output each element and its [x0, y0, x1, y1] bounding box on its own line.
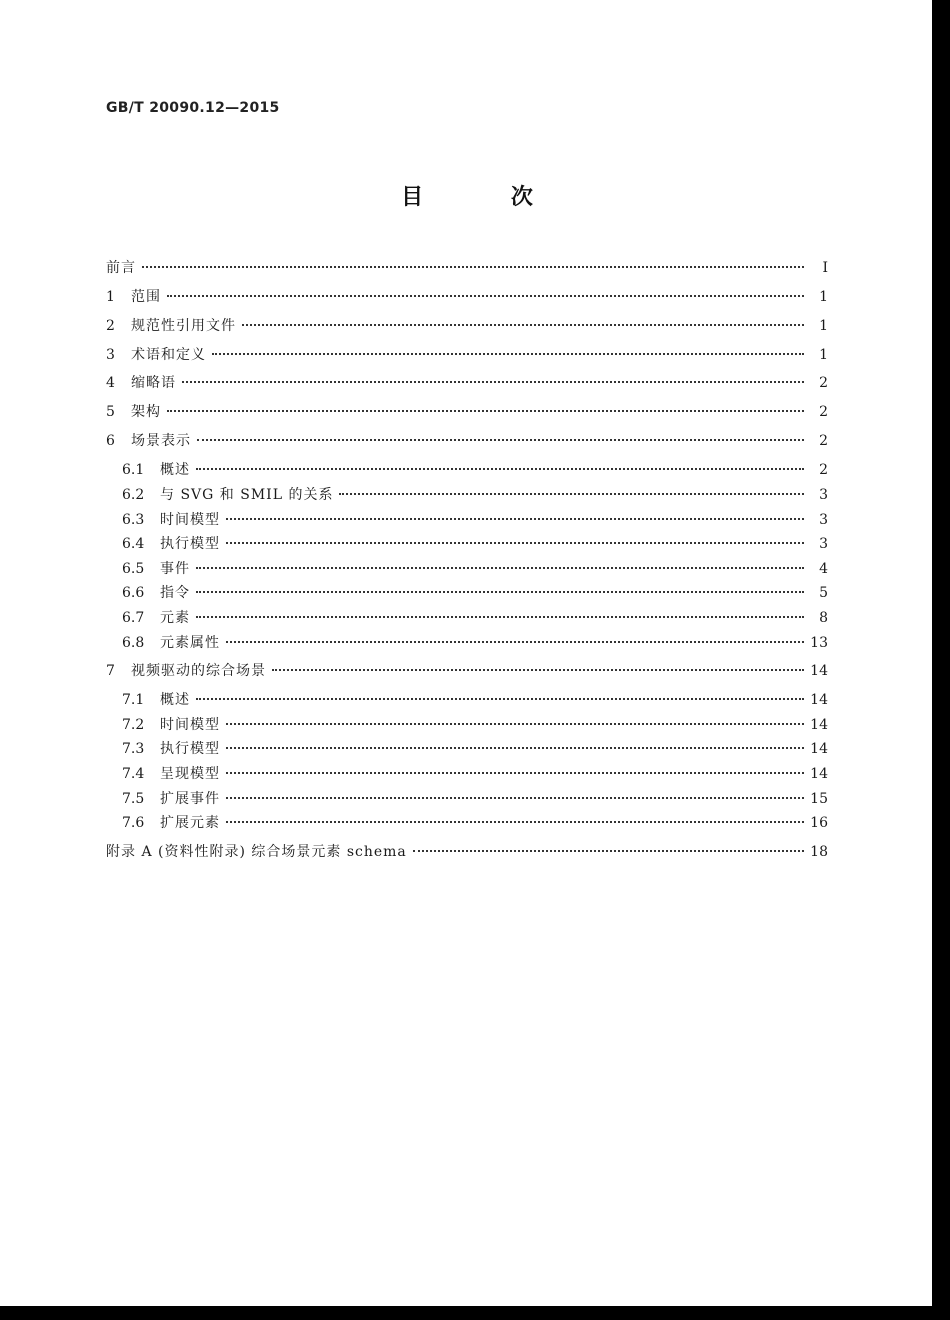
- dot-leader: [196, 467, 804, 470]
- dot-leader: [226, 820, 804, 823]
- toc-entry-page: 13: [810, 635, 828, 651]
- dot-leader: [197, 438, 804, 441]
- toc-entry-abbreviations[interactable]: [106, 374, 828, 392]
- toc-entry-page: 1: [819, 289, 828, 305]
- toc-entry-terms[interactable]: [106, 346, 828, 364]
- toc-entry-label: 概述: [160, 692, 190, 708]
- toc-entry-label: 时间模型: [160, 512, 220, 528]
- toc-entry-label: 扩展事件: [160, 791, 220, 807]
- toc-entry-6-6[interactable]: [122, 584, 828, 602]
- toc-entry-annex-a[interactable]: [106, 843, 828, 861]
- toc-entry-label: 术语和定义: [131, 347, 206, 363]
- toc-entry-6-3[interactable]: [122, 511, 828, 529]
- toc-entry-7-4[interactable]: [122, 765, 828, 783]
- toc-entry-label: 规范性引用文件: [131, 318, 236, 334]
- toc-entry-label: 场景表示: [131, 433, 191, 449]
- toc-entry-number: 6.3: [122, 512, 145, 528]
- toc-entry-foreword[interactable]: [106, 259, 828, 277]
- toc-entry-page: 16: [810, 815, 828, 831]
- dot-leader: [196, 697, 804, 700]
- toc-entry-number: 6.7: [122, 610, 145, 626]
- toc-entry-7-1[interactable]: [122, 691, 828, 709]
- dot-leader: [167, 409, 804, 412]
- toc-entry-7-3[interactable]: [122, 740, 828, 758]
- toc-entry-page: 15: [810, 791, 828, 807]
- toc-entry-7-6[interactable]: [122, 814, 828, 832]
- toc-entry-number: 7: [106, 663, 115, 679]
- toc-entry-number: 7.2: [122, 717, 145, 733]
- toc-entry-page: 3: [819, 512, 828, 528]
- toc-entry-number: 7.6: [122, 815, 145, 831]
- toc-entry-number: 6.4: [122, 536, 145, 552]
- dot-leader: [226, 746, 804, 749]
- toc-entry-number: 7.3: [122, 741, 145, 757]
- toc-entry-7-2[interactable]: [122, 716, 828, 734]
- toc-entry-number: 6.1: [122, 462, 145, 478]
- toc-entry-6-2[interactable]: [122, 486, 828, 504]
- page-title: 目 次: [401, 185, 573, 210]
- dot-leader: [196, 566, 804, 569]
- toc-entry-page: 1: [819, 318, 828, 334]
- toc-entry-number: 4: [106, 375, 115, 391]
- toc-entry-6-8[interactable]: [122, 634, 828, 652]
- dot-leader: [226, 796, 804, 799]
- toc-entry-number: 6.8: [122, 635, 145, 651]
- toc-entry-page: 4: [819, 561, 828, 577]
- toc-entry-number: 1: [106, 289, 115, 305]
- document-code: GB/T 20090.12—2015: [106, 100, 280, 116]
- toc-entry-page: 3: [819, 536, 828, 552]
- dot-leader: [212, 352, 804, 355]
- dot-leader: [196, 590, 804, 593]
- toc-entry-label: 元素属性: [160, 635, 220, 651]
- toc-entry-page: 2: [819, 462, 828, 478]
- toc-entry-page: 2: [819, 375, 828, 391]
- toc-entry-page: 14: [810, 717, 828, 733]
- toc-entry-page: 3: [819, 487, 828, 503]
- dot-leader: [196, 615, 804, 618]
- toc-entry-scope[interactable]: [106, 288, 828, 306]
- toc-entry-number: 7.5: [122, 791, 145, 807]
- toc-entry-page: 14: [810, 741, 828, 757]
- toc-entry-label: 元素: [160, 610, 190, 626]
- toc-entry-label: 事件: [160, 561, 190, 577]
- toc-entry-page: 18: [810, 844, 828, 860]
- toc-entry-label: 执行模型: [160, 741, 220, 757]
- toc-entry-video-driven-scene[interactable]: [106, 662, 828, 680]
- toc-entry-6-1[interactable]: [122, 461, 828, 479]
- dot-leader: [226, 722, 804, 725]
- dot-leader: [339, 492, 804, 495]
- toc-entry-label: 附录 A (资料性附录) 综合场景元素 schema: [106, 844, 407, 860]
- toc-entry-number: 7.1: [122, 692, 145, 708]
- toc-entry-6-4[interactable]: [122, 535, 828, 553]
- toc-entry-6-7[interactable]: [122, 609, 828, 627]
- toc-entry-number: 6.2: [122, 487, 145, 503]
- toc-entry-page: 5: [819, 585, 828, 601]
- toc-entry-label: 架构: [131, 404, 161, 420]
- toc-entry-label: 概述: [160, 462, 190, 478]
- toc-entry-number: 6: [106, 433, 115, 449]
- toc-entry-label: 执行模型: [160, 536, 220, 552]
- toc-entry-number: 6.5: [122, 561, 145, 577]
- toc-entry-6-5[interactable]: [122, 560, 828, 578]
- toc-entry-number: 3: [106, 347, 115, 363]
- toc-entry-label: 呈现模型: [160, 766, 220, 782]
- dot-leader: [226, 771, 804, 774]
- toc-entry-page: Ⅰ: [822, 260, 828, 276]
- toc-entry-label: 缩略语: [131, 375, 176, 391]
- dot-leader: [142, 265, 804, 268]
- dot-leader: [167, 294, 804, 297]
- toc-entry-number: 5: [106, 404, 115, 420]
- dot-leader: [226, 541, 804, 544]
- dot-leader: [226, 640, 804, 643]
- toc-entry-page: 2: [819, 404, 828, 420]
- toc-entry-architecture[interactable]: [106, 403, 828, 421]
- toc-entry-label: 指令: [160, 585, 190, 601]
- toc-entry-number: 7.4: [122, 766, 145, 782]
- toc-entry-label: 视频驱动的综合场景: [131, 663, 266, 679]
- toc-entry-label: 前言: [106, 260, 136, 276]
- toc-entry-scene-representation[interactable]: [106, 432, 828, 450]
- toc-entry-number: 6.6: [122, 585, 145, 601]
- toc-entry-page: 14: [810, 692, 828, 708]
- dot-leader: [413, 849, 804, 852]
- toc-entry-label: 与 SVG 和 SMIL 的关系: [160, 487, 334, 503]
- toc-entry-page: 14: [810, 766, 828, 782]
- dot-leader: [242, 323, 804, 326]
- dot-leader: [182, 380, 804, 383]
- toc-entry-page: 8: [819, 610, 828, 626]
- toc-entry-label: 扩展元素: [160, 815, 220, 831]
- toc-entry-page: 2: [819, 433, 828, 449]
- dot-leader: [272, 668, 804, 671]
- toc-entry-label: 范围: [131, 289, 161, 305]
- toc-entry-normative-references[interactable]: [106, 317, 828, 335]
- toc-entry-number: 2: [106, 318, 115, 334]
- dot-leader: [226, 517, 804, 520]
- toc-entry-page: 14: [810, 663, 828, 679]
- toc-entry-page: 1: [819, 347, 828, 363]
- toc-entry-label: 时间模型: [160, 717, 220, 733]
- toc-entry-7-5[interactable]: [122, 790, 828, 808]
